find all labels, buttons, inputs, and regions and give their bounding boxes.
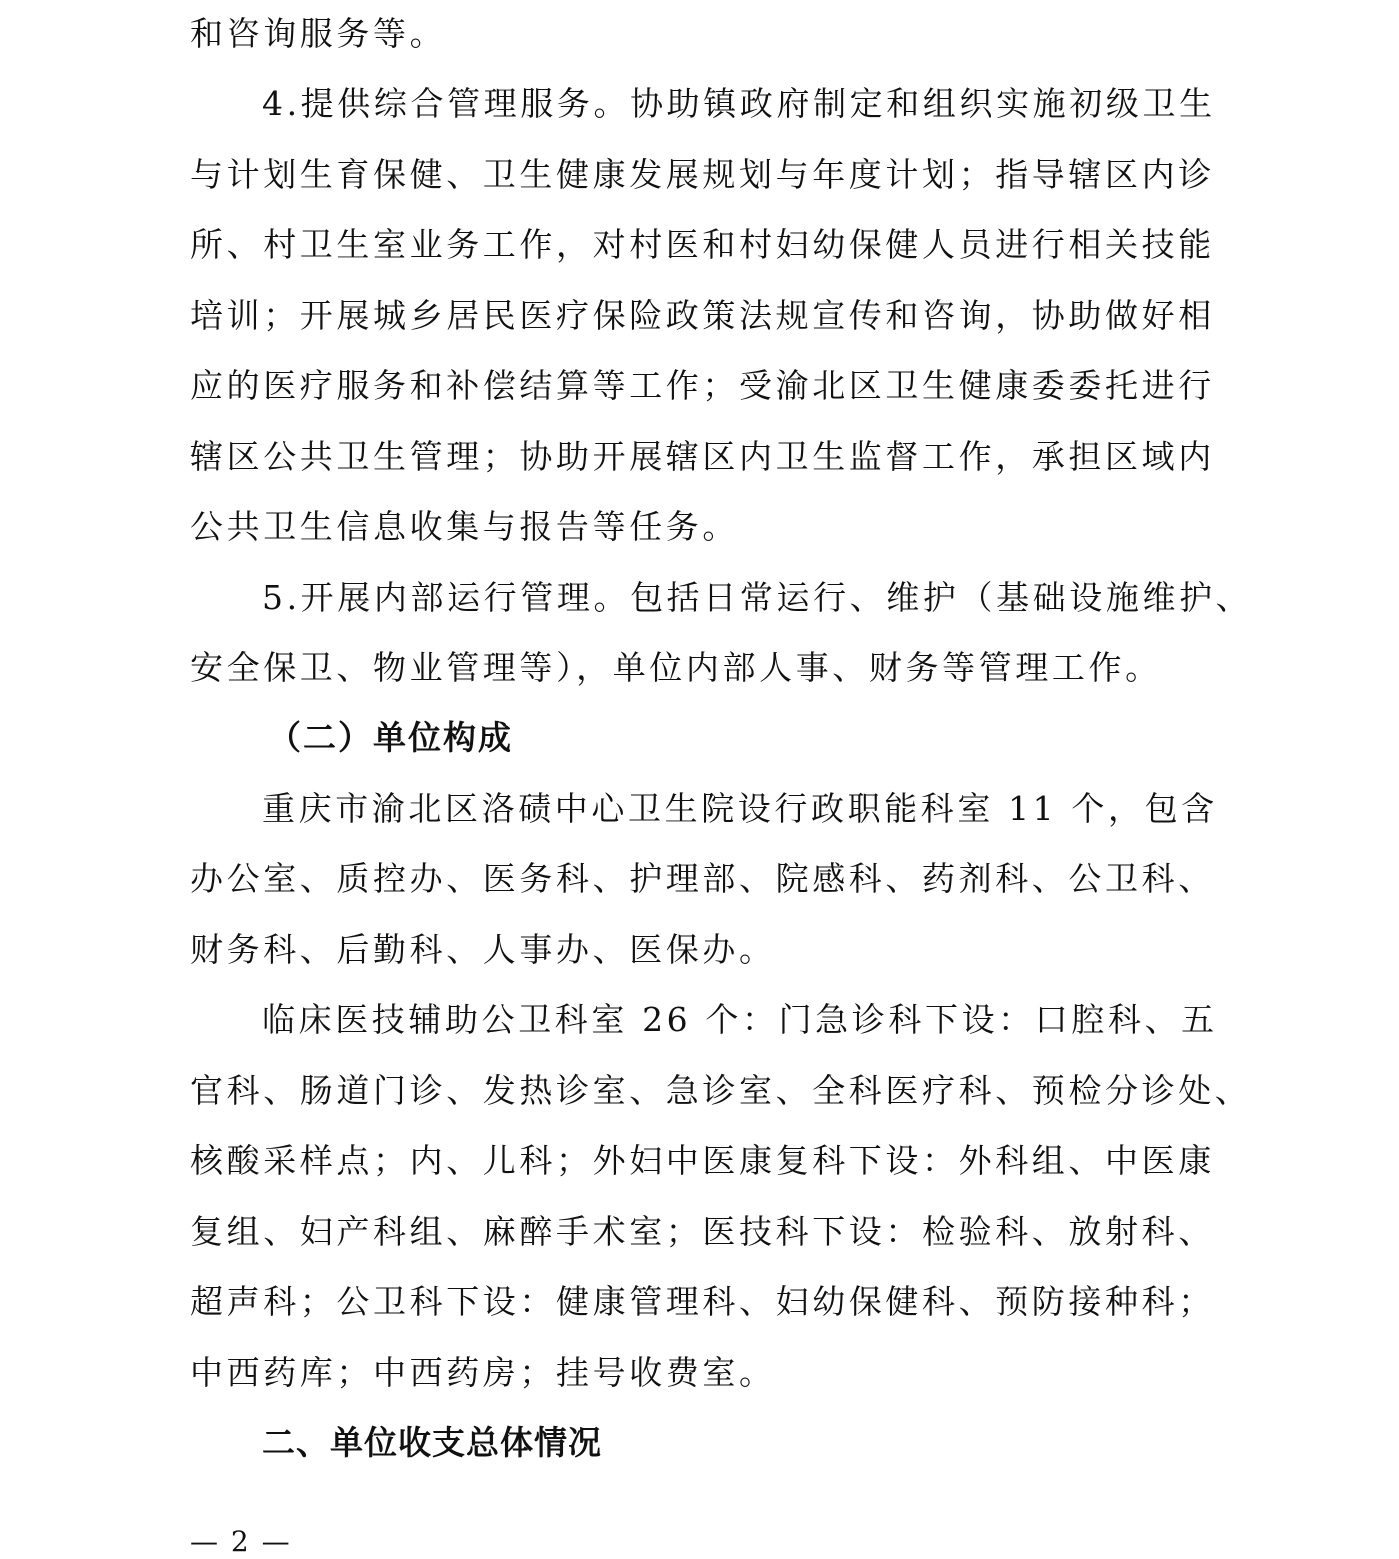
text-line: 应的医疗服务和补偿结算等工作；受渝北区卫生健康委委托进行 [190, 366, 1215, 405]
text-line: 重庆市渝北区洛碛中心卫生院设行政职能科室 11 个，包含 [262, 789, 1218, 828]
text-line: 临床医技辅助公卫科室 26 个：门急诊科下设：口腔科、五 [262, 1000, 1218, 1039]
text-line-continuation: 和咨询服务等。 [190, 14, 447, 53]
text-line-item-4: 4.提供综合管理服务。协助镇政府制定和组织实施初级卫生 [262, 84, 1216, 123]
text-line: 复组、妇产科组、麻醉手术室；医技科下设：检验科、放射科、 [190, 1212, 1215, 1251]
text-line: 中西药库；中西药房；挂号收费室。 [190, 1353, 776, 1392]
text-line: 财务科、后勤科、人事办、医保办。 [190, 930, 776, 969]
text-line-item-5: 5.开展内部运行管理。包括日常运行、维护（基础设施维护、 [262, 578, 1253, 617]
text-line: 所、村卫生室业务工作，对村医和村妇幼保健人员进行相关技能 [190, 225, 1215, 264]
text-line: 培训；开展城乡居民医疗保险政策法规宣传和咨询，协助做好相 [190, 296, 1215, 335]
text-line: 办公室、质控办、医务科、护理部、院感科、药剂科、公卫科、 [190, 859, 1215, 898]
text-line: 公共卫生信息收集与报告等任务。 [190, 507, 739, 546]
text-line: 核酸采样点；内、儿科；外妇中医康复科下设：外科组、中医康 [190, 1141, 1215, 1180]
text-line: 超声科；公卫科下设：健康管理科、妇幼保健科、预防接种科； [190, 1282, 1215, 1321]
text-line: 官科、肠道门诊、发热诊室、急诊室、全科医疗科、预检分诊处、 [190, 1071, 1252, 1110]
page-number: — 2 — [190, 1525, 292, 1558]
section-heading-unit-composition: （二）单位构成 [268, 718, 513, 757]
text-line: 辖区公共卫生管理；协助开展辖区内卫生监督工作，承担区域内 [190, 437, 1215, 476]
section-heading-income-expenditure: 二、单位收支总体情况 [262, 1423, 602, 1462]
text-line: 与计划生育保健、卫生健康发展规划与年度计划；指导辖区内诊 [190, 155, 1215, 194]
text-line: 安全保卫、物业管理等），单位内部人事、财务等管理工作。 [190, 648, 1162, 687]
